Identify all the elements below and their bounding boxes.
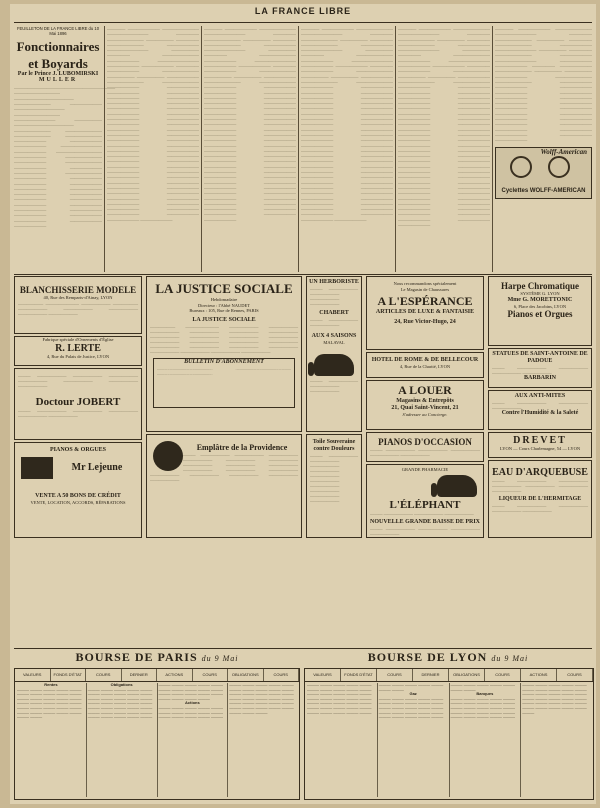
text-column-6: ———— ——————— ———————— ————————— ————— ———————— —————— ————— ———————— ——————— ————————— —————— ————— ———————— ——————— ————————— ——————— ——————— ————— ——————— ———————— —————— —————— ——————— ———————— ———————— ——————— ——————— ——————— ——————— ——————— ——————— ——————— ——————— ——————— ——————— ——————— ——————— ——————— ——————— ——————— ——————— ——————— ——————— ——————— ——————— ——————— ——————— Wolff-American Cyclettes WOLFF-AMERICAN: [495, 26, 592, 272]
ad-justice-sociale: LA JUSTICE SOCIALE Hebdomadaire Directeur : l'Abbé NAUDET Bureaux : 105, Rue de Rennes, PARIS LA JUSTICE SOCIALE —————— ———————— ——————— ——————— ——————— ——————— ——————— ——————— ——————— ——————— ——————— ——————— ——————— ——————— ——————— ——————— ——————— ——————— ——————— ——————— ——————— ——————— ——————— ——————— BULLETIN D'ABONNEMENT ..................................................... ..................................................... .....................................................: [146, 276, 302, 432]
newspaper-page: [10, 4, 596, 804]
esperance-intro: Nous recommandons spécialement: [393, 281, 457, 286]
harpe-system: SYSTÈME G. LYON: [520, 291, 560, 296]
bourse-lyon-date: du 9 Mai: [491, 654, 529, 663]
esperance-sub: Le Magasin de Chaussures: [400, 286, 450, 292]
louer-footer: S'adresser au Concierge.: [402, 412, 448, 417]
text-column-4: ———— ——————— ———————— ————————— ————— ———————— —————— ————— ———————— ——————— ————————— —————— ————— ———————— ——————— ————————— ——————— ——————— ————— ——————— ———————— —————— —————— ——————— ———————— ———————— ——————— ——————— ——————— ——————— ——————— ——————— ——————— ——————— ——————— ——————— ——————— ——————— ——————— ——————— ——————— ——————— ——————— ——————— ——————— ——————— ——————— ——————— ——————— ——————— ——————— ——————— ——————— ——————— ——————— ——————— ——————— ——————— ——————— ——————— ——————— ——————— ——————— ——————— ——————— ——————— ——————— ——————— ——————— ——————— ——————— ——————— ——————— ——————— ——————— ——————— ——————— ———————: [301, 26, 393, 222]
quatre-saisons-title: AUX 4 SAISONS: [311, 333, 357, 339]
bourse-lyon-header: [305, 669, 593, 682]
ad-lejeune: [14, 442, 142, 538]
antimites-title: AUX ANTI-MITES: [514, 393, 566, 399]
blanchisserie-address: 40, Rue des Remparts-d'Ainay, LYON: [43, 295, 113, 300]
table-header: FONDS D'ÉTAT: [51, 669, 87, 681]
statues-name: BARBARIN: [523, 375, 556, 381]
bourse-paris-date: du 9 Mai: [201, 654, 239, 663]
top-rule: [14, 22, 592, 23]
elephant-title: L'ÉLÉPHANT: [389, 498, 461, 511]
bourse-lyon-title: [304, 650, 592, 666]
bourse-lyon-table: [304, 668, 594, 800]
ad-pianos-occasion: PIANOS D'OCCASION ——— ——————— ——————— ——————— ——————— ———————: [366, 432, 484, 462]
ad-blanchisserie: BLANCHISSERIE MODELE 40, Rue des Remparts-d'Ainay, LYON —————— ———————— ——————— —————— ——————— ——————— ——————— ——————— ———————: [14, 276, 142, 334]
toile-title: Toile Souveraine: [312, 439, 356, 445]
pianos-occasion-title: PIANOS D'OCCASION: [378, 437, 472, 447]
blanchisserie-title: BLANCHISSERIE MODELE: [19, 285, 137, 295]
antimites-sub: Contre l'Humidité & la Saleté: [501, 410, 579, 416]
bourse-paris-title: [14, 650, 300, 666]
table-header: ACTIONS: [157, 669, 193, 681]
table-section: Gaz: [409, 691, 417, 697]
text-column-5: ———— ——————— ———————— ————————— ————— ———————— —————— ————— ———————— ——————— ————————— —————— ————— ———————— ——————— ————————— ——————— ——————— ————— ——————— ———————— —————— —————— ——————— ———————— ———————— ——————— ——————— ——————— ——————— ——————— ——————— ——————— ——————— ——————— ——————— ——————— ——————— ——————— ——————— ——————— ——————— ——————— ——————— ——————— ——————— ——————— ——————— ——————— ——————— ——————— ——————— ——————— ——————— ——————— ——————— ——————— ——————— ——————— ——————— ——————— ——————— ——————— ——————— ——————— ——————— ——————— ——————— ——————— ——————— ——————— ——————— ——————— ——————— ——————— ——————— ——————— ——————— ———————: [398, 26, 490, 227]
table-header: DERNIER: [413, 669, 449, 681]
herboriste-title: UN HERBORISTE: [309, 279, 359, 285]
arquebuse-sub: LIQUEUR DE L'HERMITAGE: [498, 496, 582, 502]
louer-title: A LOUER: [398, 383, 452, 397]
table-header: COURS: [485, 669, 521, 681]
harpe-name: Mme G. MORETTONIC: [507, 296, 573, 303]
herboriste-name: CHABERT: [319, 310, 349, 316]
lejeune-footer: VENTE, LOCATION, ACCORDS, RÉPARATIONS: [30, 500, 126, 505]
statues-title: STATUES DE SAINT-ANTOINE DE PADOUE: [492, 351, 588, 364]
ad-lerte: [14, 336, 142, 366]
bourse-paris-header: [15, 669, 299, 682]
wheel-icon: [510, 156, 532, 178]
table-header: ACTIONS: [521, 669, 557, 681]
justice-address: Bureaux : 105, Rue de Rennes, PARIS: [189, 308, 259, 313]
ad-arquebuse: EAU D'ARQUEBUSE ——— ——————— ——————— ——————— ——————— ——————— ——————— LIQUEUR DE L'HERMITAGE ——— ——————— ——————— ——————— ———————: [488, 460, 592, 538]
portrait-icon: [153, 441, 183, 471]
elephant-footer: NOUVELLE GRANDE BAISSE DE PRIX: [369, 518, 481, 525]
column-separator: [395, 26, 396, 272]
ad-esperance: [366, 276, 484, 350]
table-header: OBLIGATIONS: [228, 669, 264, 681]
bicycle-ad: [495, 147, 592, 199]
table-header: COURS: [264, 669, 300, 681]
louer-sub: Magasins & Entrepôts: [396, 398, 454, 404]
feuilleton-title-1: Fonctionnaires: [16, 38, 100, 54]
column-separator: [201, 26, 202, 272]
feuilleton-byline: Par le Prince J. LUBOMIRSKI: [17, 70, 99, 77]
ad-anti-mites: AUX ANTI-MITES ——— ——————— ——————— ——————— Contre l'Humidité & la Saleté: [488, 390, 592, 430]
lerte-address: 4, Rue du Palais de Justice, LYON: [46, 353, 110, 359]
ad-toile-souveraine: Toile Souveraine contre Douleurs ——— ——————— ——————— ——————— ——————— ——————— ——————— ——————— ——————— ——————— ———————: [306, 434, 362, 538]
bicycle-name: Cyclettes WOLFF-AMERICAN: [501, 188, 586, 195]
hotel-title: HOTEL DE ROME & DE BELLECOUR: [371, 357, 479, 363]
ad-harpe: [488, 276, 592, 346]
text-column-2: ———— ——————— ———————— ————————— ————— ———————— —————— ————— ———————— ——————— ————————— —————— ————— ———————— ——————— ————————— ——————— ——————— ————— ——————— ———————— —————— —————— ——————— ———————— ———————— ——————— ——————— ——————— ——————— ——————— ——————— ——————— ——————— ——————— ——————— ——————— ——————— ——————— ——————— ——————— ——————— ——————— ——————— ——————— ——————— ——————— ——————— ——————— ——————— ——————— ——————— ——————— ——————— ——————— ——————— ——————— ——————— ——————— ——————— ——————— ——————— ——————— ——————— ——————— ——————— ——————— ——————— ——————— ——————— ——————— ——————— ——————— ——————— ——————— ——————— ——————— ———————: [107, 26, 199, 222]
ad-hotel: [366, 352, 484, 378]
masthead: [10, 6, 596, 22]
bourse-paris-body: Rentes ——— ——— ——— ——— ——— ——— ——— ——— ——— ——— ——— ——— ——— ——— ——— ——— ——— ——— ——— ——— ——— ——— ——— ——— ——— ——— ——— ——— ——— ——— ——— ——— Obligations ——— ——— ——— ——— ——— ——— ——— ——— ——— ——— ——— ——— ——— ——— ——— ——— ——— ——— ——— ——— ——— ——— ——— ——— ——— ——— ——— ——— ——— ——— ——— ——— ——— ——— ——— ——— ——— ——— ——— ——— ——— ——— ——— ——— ——— ——— ——— ——— ——— ——— ——— ——— ——— ——— Actions ——— ——— ——— ——— ——— ——— ——— ——— ——— ——— ——— ——— ——— ——— ——— ——— ——— ——— ——— ——— ——— ——— ——— ——— ——— ——— ——— ——— ——— ——— ——— ——— ——— ——— ——— ——— ——— ——— ——— ——— ——— ——— ——— ——— ——— ——— ——— ———: [17, 682, 294, 720]
esperance-title: A L'ESPÉRANCE: [377, 294, 473, 308]
column-separator: [104, 26, 105, 272]
bourse-paris-name: BOURSE DE PARIS: [75, 650, 198, 664]
lerte-name: R. LERTE: [55, 342, 101, 354]
ad-statues: STATUES DE SAINT-ANTOINE DE PADOUE ——— ——————— ——————— ——————— ——————— BARBARIN: [488, 348, 592, 388]
table-header: COURS: [86, 669, 122, 681]
ad-herboriste: UN HERBORISTE ——— ——————— ——————— ——————— ——————— CHABERT ——— ——————— ——————— AUX 4 SAISONS MALAVAL ——— ——————— ——————— ———————: [306, 276, 362, 432]
table-section: Rentes: [44, 682, 58, 687]
feuilleton-author: MULLER: [38, 76, 78, 83]
feuilleton-column: FEUILLETON DE LA FRANCE LIBRE du 10 Mai 1896 Fonctionnaires et Boyards Par le Prince J. LUBOMIRSKI MULLER —————————————————————— —————————— ————————————— ———————— ——————— ——————————— —————————— ————————— —————— ————————————— ———————— ———————— ———————— ———————— ——————— ——————— ——————— ————————— ——————— —————————— ——————— ———————— ——————— ———————— ——————— ——————— ——————— ———————— ——————— ——————— ——————— ——————— ——————— ——————— ——————— ——————— ——————— ——————— ——————— ——————— ——————— ——————— ——————— ——————— ——————— ——————— ———————: [14, 26, 116, 228]
feuilleton-head: FEUILLETON DE LA FRANCE LIBRE du 10 Mai 1896: [16, 26, 100, 37]
ad-a-louer: [366, 380, 484, 430]
ad-jobert: ——— ——————— ——————— ——————— ——————— ——————— ——————— ——————— Doctour JOBERT ——— ——————— ——————— ——————— ——————— ———————: [14, 368, 142, 440]
feuilleton-title-2: et Boyards: [28, 55, 88, 71]
bourse-paris-table: [14, 668, 300, 800]
malaval-name: MALAVAL: [323, 340, 345, 345]
ad-pharmacie-elephant: GRANDE PHARMACIE L'ÉLÉPHANT ——— ——————— ——————— ——————— NOUVELLE GRANDE BAISSE DE PRIX ——— ——————— ——————— ——————— ———————: [366, 464, 484, 538]
coupon-title: BULLETIN D'ABONNEMENT: [184, 358, 264, 365]
arquebuse-title: EAU D'ARQUEBUSE: [492, 467, 588, 478]
lejeune-name: Mr Lejeune: [71, 462, 123, 473]
subscription-coupon: BULLETIN D'ABONNEMENT ..................................................... ..................................................... .....................................................: [153, 358, 295, 408]
table-section: Banques: [476, 691, 494, 697]
table-header: COURS: [557, 669, 593, 681]
column-separator: [492, 26, 493, 272]
table-header: OBLIGATIONS: [449, 669, 485, 681]
text-column-3: ———— ——————— ———————— ————————— ————— ———————— —————— ————— ———————— ——————— ————————— —————— ————— ———————— ——————— ————————— ——————— ——————— ————— ——————— ———————— —————— —————— ——————— ———————— ———————— ——————— ——————— ——————— ——————— ——————— ——————— ——————— ——————— ——————— ——————— ——————— ——————— ——————— ——————— ——————— ——————— ——————— ——————— ——————— ——————— ——————— ——————— ——————— ——————— ——————— ——————— ——————— ——————— ——————— ——————— ——————— ——————— ——————— ——————— ——————— ——————— ——————— ——————— ——————— ——————— ——————— ——————— ——————— ——————— ——————— ——————— ——————— ——————— ——————— ——————— ———————: [204, 26, 296, 222]
table-header: VALEURS: [15, 669, 51, 681]
piano-icon: [21, 457, 53, 479]
column-separator: [298, 26, 299, 272]
lerte-label: Fabrique spéciale d'Ornements d'Église: [42, 337, 114, 342]
emplatre-title: Emplâtre de la Providence: [196, 443, 288, 452]
newspaper-title: LA FRANCE LIBRE: [254, 6, 352, 16]
toile-sub: contre Douleurs: [313, 446, 355, 452]
harpe-address: 6, Place des Jacobins, LYON: [513, 303, 567, 309]
hotel-address: 4, Rue de la Charité, LYON: [399, 364, 451, 369]
elephant-icon: [314, 354, 354, 376]
table-section: Actions: [185, 700, 200, 706]
lejeune-credit: VENTE A 50 BONS DE CRÉDIT: [35, 493, 121, 499]
harpe-footer: Pianos et Orgues: [507, 309, 573, 319]
bicycle-brand: Wolff-American: [540, 147, 587, 156]
justice-title-2: LA JUSTICE SOCIALE: [192, 316, 256, 323]
esperance-address: 24, Rue Victor-Hugo, 24: [394, 319, 456, 325]
bourse-lyon-body: ——— ——— ——— ——— ——— ——— ——— ——— ——— ——— ——— ——— ——— ——— ——— ——— ——— ——— ——— ——— ——— ——— ——— ——— ——— ——— ——— ——— ——— ——— ——— ——— ——— ——— ——— ——— ——— ——— ——— ——— ——— ——— Gaz ——— ——— ——— ——— ——— ——— ——— ——— ——— ——— ——— ——— ——— ——— ——— ——— ——— ——— ——— ——— ——— ——— ——— ——— ——— ——— ——— ——— ——— ——— ——— ——— Banques ——— ——— ——— ——— ——— ——— ——— ——— ——— ——— ——— ——— ——— ——— ——— ——— ——— ——— ——— ——— ——— ——— ——— ——— ——— ——— ——— ——— ——— ——— ——— ——— ——— ——— ——— ——— ——— ——— ——— ——— ——— ——— ——— ——— ——— ——— ——— ——— ——— ——— ——— ——— ——— ——— ——— ———: [307, 682, 587, 720]
justice-sub: Hebdomadaire: [210, 297, 238, 302]
elephant-icon: [437, 475, 477, 497]
jobert-title: Doctour JOBERT: [35, 396, 121, 408]
esperance-mid: ARTICLES DE LUXE & FANTAISIE: [375, 309, 475, 315]
louer-address: 21, Quai Saint-Vincent, 21: [391, 405, 459, 411]
wheel-icon: [548, 156, 570, 178]
table-header: COURS: [377, 669, 413, 681]
drevet-address: LYON — Cours Charlemagne, 54 — LYON: [499, 446, 581, 451]
ad-emplatre: Emplâtre de la Providence ——— ——————— ——————— ——————— ——————— ——————— ——————— ——————— ——————— ——————— ——————— ——————— ——————— ——————— ——————— ——————— ——————— ———————: [146, 434, 302, 538]
table-header: COURS: [193, 669, 229, 681]
table-header: FONDS D'ÉTAT: [341, 669, 377, 681]
drevet-title: DREVET: [513, 435, 567, 446]
justice-director: Directeur : l'Abbé NAUDET: [198, 302, 250, 308]
ad-drevet: [488, 432, 592, 458]
harpe-title: Harpe Chromatique: [500, 281, 580, 291]
table-section: Obligations: [110, 682, 133, 687]
ads-rule: [14, 274, 592, 275]
lejeune-title: PIANOS & ORGUES: [49, 447, 106, 453]
bourse-rule: [14, 648, 592, 649]
bourse-lyon-name: BOURSE DE LYON: [367, 650, 488, 664]
table-header: DERNIER: [122, 669, 158, 681]
advertisements: [14, 276, 592, 646]
table-header: VALEURS: [305, 669, 341, 681]
elephant-pre: GRANDE PHARMACIE: [401, 467, 449, 472]
justice-title: LA JUSTICE SOCIALE: [155, 281, 293, 296]
